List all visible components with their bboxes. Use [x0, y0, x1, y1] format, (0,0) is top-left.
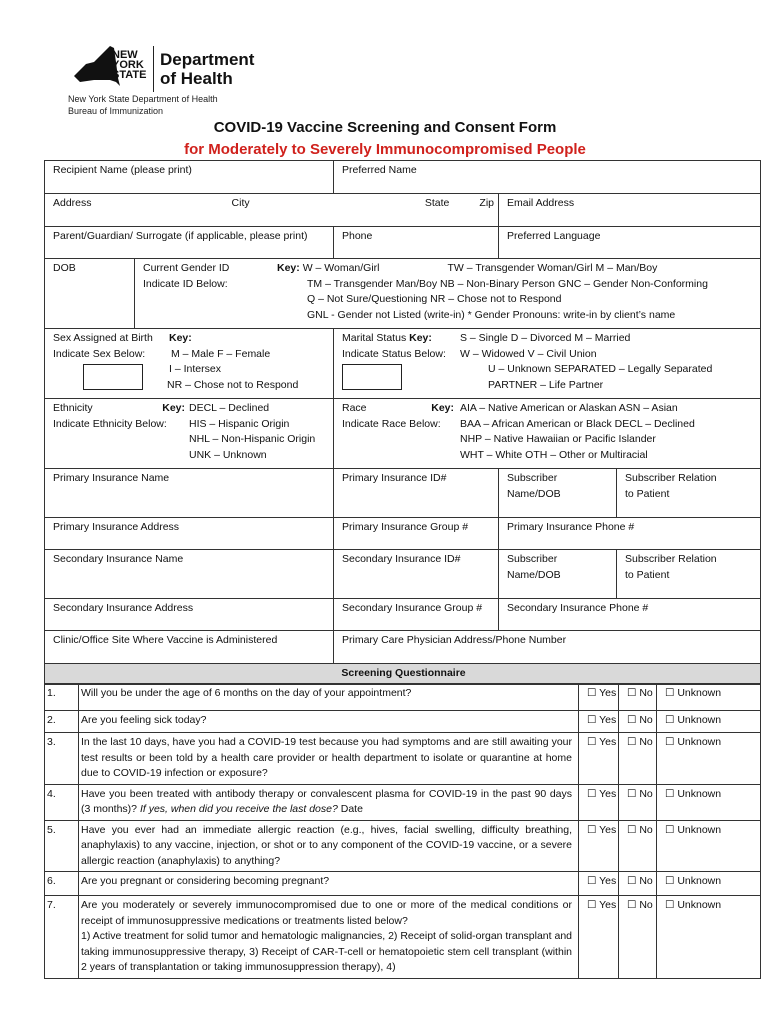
question-row-1 [45, 684, 761, 711]
unknown-checkbox[interactable]: ☐ Unknown [657, 820, 761, 872]
sex-label-1: Sex Assigned at Birth [53, 332, 153, 344]
city-label: City [231, 197, 250, 209]
row-secondary-insurance [45, 550, 761, 599]
marital-key-w: W – Widowed V – Civil Union [460, 347, 597, 360]
consent-form-table [44, 160, 761, 685]
unknown-checkbox[interactable]: ☐ Unknown [657, 684, 761, 711]
unknown-checkbox[interactable]: ☐ Unknown [657, 711, 761, 733]
guardian-label: Parent/Guardian/ Surrogate (if applicable, please print) [53, 230, 308, 242]
subscriber-label-2: Name/DOB [507, 568, 561, 581]
primary-insurance-name-label: Primary Insurance Name [53, 472, 170, 484]
guardian-field[interactable] [45, 227, 334, 259]
subscriber-label-2: Name/DOB [507, 487, 561, 500]
primary-subscriber-field[interactable] [499, 469, 617, 518]
question-text [79, 896, 579, 979]
primary-insurance-address-label: Primary Insurance Address [53, 521, 180, 533]
ethnicity-label-1: Ethnicity [53, 402, 93, 414]
row-screening-heading [45, 664, 761, 685]
marital-key-partner: PARTNER – Life Partner [488, 378, 604, 391]
logo-of-health: of Health [160, 69, 233, 88]
secondary-insurance-id-label: Secondary Insurance ID# [342, 553, 461, 565]
row-ethnicity-race [45, 399, 761, 469]
screening-table [44, 683, 761, 979]
question-text [79, 784, 579, 820]
form-title: COVID-19 Vaccine Screening and Consent Form [213, 119, 557, 136]
address-field[interactable] [45, 194, 499, 227]
gender-key-gnl: GNL - Gender not Listed (write-in) * Gender Pronouns: write-in by client’s name [307, 308, 676, 321]
sex-key-label: Key: [169, 332, 192, 344]
secondary-insurance-group-field[interactable] [334, 599, 499, 631]
language-label: Preferred Language [507, 230, 601, 242]
marital-label-1: Marital Status [342, 332, 407, 344]
race-key-nhp: NHP – Native Hawaiian or Pacific Islander [460, 433, 656, 445]
subscriber-label-1: Subscriber [507, 472, 558, 484]
primary-relation-field[interactable] [617, 469, 761, 518]
sex-entry-box[interactable] [83, 364, 143, 390]
race-key-wht: WHT – White OTH – Other or Multiracial [460, 448, 648, 461]
logo-line-2: YORK [112, 59, 144, 71]
question-row-3 [45, 733, 761, 785]
question-text: Will you be under the age of 6 months on the day of your appointment? [79, 684, 579, 711]
marital-entry-box[interactable] [342, 364, 402, 390]
zip-label: Zip [479, 197, 494, 209]
phone-field[interactable] [334, 227, 499, 259]
gender-label-2: Indicate ID Below: [143, 277, 228, 290]
email-field[interactable] [499, 194, 761, 227]
secondary-insurance-phone-field[interactable] [499, 599, 761, 631]
yes-checkbox[interactable]: ☐ Yes [579, 820, 619, 872]
marital-key-label: Key: [409, 332, 432, 344]
ethnicity-key-decl: DECL – Declined [189, 402, 270, 414]
dob-label: DOB [53, 262, 76, 274]
gender-key-tm: TM – Transgender Man/Boy NB – Non-Binary Person GNC – Gender Non-Conforming [307, 277, 708, 290]
relation-label-1: Subscriber Relation [625, 472, 717, 484]
question-4-followup: If yes, when did you receive the last dose? [139, 803, 338, 815]
agency-name: New York State Department of Health [68, 94, 218, 104]
question-row-7 [45, 896, 761, 979]
yes-checkbox[interactable]: ☐ Yes [579, 896, 619, 979]
no-checkbox[interactable]: ☐ No [619, 820, 657, 872]
row-primary-insurance-2 [45, 518, 761, 550]
no-checkbox[interactable]: ☐ No [619, 784, 657, 820]
question-text: Are you pregnant or considering becoming pregnant? [79, 872, 579, 896]
gender-key-q: Q – Not Sure/Questioning NR – Chose not to Respond [307, 293, 562, 305]
race-field[interactable] [334, 399, 761, 469]
marital-label-2: Indicate Status Below: [342, 347, 446, 360]
ethnicity-key-his: HIS – Hispanic Origin [189, 417, 290, 430]
question-number: 7. [45, 896, 79, 979]
primary-insurance-id-label: Primary Insurance ID# [342, 472, 447, 484]
form-subtitle: for Moderately to Severely Immunocompromised People [184, 141, 586, 158]
relation-label-2: to Patient [625, 568, 670, 581]
question-4-date: Date [340, 803, 363, 815]
primary-insurance-group-field[interactable] [334, 518, 499, 550]
yes-checkbox[interactable]: ☐ Yes [579, 684, 619, 711]
recipient-name-label: Recipient Name (please print) [53, 164, 192, 176]
primary-insurance-id-field[interactable] [334, 469, 499, 518]
primary-insurance-group-label: Primary Insurance Group # [342, 521, 469, 533]
recipient-name-field[interactable] [45, 161, 334, 194]
nys-doh-logo [64, 42, 264, 94]
yes-checkbox[interactable]: ☐ Yes [579, 711, 619, 733]
gender-key-w: W – Woman/Girl [302, 262, 380, 274]
question-text: In the last 10 days, have you had a COVID-19 test because you had symptoms and are still awaiting your test results or been told by a health care provider or health department to isolate or quarantine at home due to COVID-19 infection or exposure? [79, 733, 579, 785]
physician-field[interactable] [334, 631, 761, 664]
question-row-6 [45, 872, 761, 896]
primary-insurance-address-field[interactable] [45, 518, 334, 550]
row-guardian [45, 227, 761, 259]
question-number: 2. [45, 711, 79, 733]
ethnicity-field[interactable] [45, 399, 334, 469]
secondary-relation-field[interactable] [617, 550, 761, 599]
gender-key-label: Key: [277, 262, 300, 274]
secondary-subscriber-field[interactable] [499, 550, 617, 599]
secondary-insurance-address-label: Secondary Insurance Address [53, 602, 194, 614]
unknown-checkbox[interactable]: ☐ Unknown [657, 733, 761, 785]
question-7-conditions: 1) Active treatment for solid tumor and hematologic malignancies, 2) Receipt of solid-organ transplant and taking immunosuppressive therapy, 3) Receipt of CAR-T-cell or hematopoietic stem cell transplant (within 2 years of transplantation or taking immunosuppression therapy), 4) [81, 930, 572, 973]
question-row-4 [45, 784, 761, 820]
race-key-label: Key: [431, 402, 454, 414]
yes-checkbox[interactable]: ☐ Yes [579, 872, 619, 896]
secondary-insurance-group-label: Secondary Insurance Group # [342, 602, 483, 614]
question-text: Are you feeling sick today? [79, 711, 579, 733]
clinic-label: Clinic/Office Site Where Vaccine is Administered [53, 634, 278, 646]
race-key-baa: BAA – African American or Black DECL – Declined [460, 417, 695, 430]
row-clinic [45, 631, 761, 664]
yes-checkbox[interactable]: ☐ Yes [579, 733, 619, 785]
question-row-5 [45, 820, 761, 872]
dob-field[interactable] [45, 259, 135, 329]
row-address [45, 194, 761, 227]
sex-key-i: I – Intersex [169, 363, 221, 375]
secondary-insurance-phone-label: Secondary Insurance Phone # [507, 602, 649, 614]
sex-key-nr: NR – Chose not to Respond [167, 378, 299, 391]
ethnicity-key-label: Key: [162, 402, 185, 414]
email-label: Email Address [507, 197, 575, 209]
question-text: Have you ever had an immediate allergic reaction (e.g., hives, facial swelling, difficulty breathing, anaphylaxis) to any vaccine, injection, or shot or to any component of the COVID-19 vaccine, or a severe allergic reaction (anaphylaxis) to anything? [79, 820, 579, 872]
marital-field[interactable] [334, 329, 761, 399]
no-checkbox[interactable]: ☐ No [619, 872, 657, 896]
ethnicity-label-2: Indicate Ethnicity Below: [53, 417, 167, 430]
question-number: 6. [45, 872, 79, 896]
row-recipient [45, 161, 761, 194]
question-number: 1. [45, 684, 79, 711]
unknown-checkbox[interactable]: ☐ Unknown [657, 784, 761, 820]
relation-label-1: Subscriber Relation [625, 553, 717, 565]
race-key-aia: AIA – Native American or Alaskan ASN – Asian [460, 402, 678, 414]
yes-checkbox[interactable]: ☐ Yes [579, 784, 619, 820]
row-dob-gender [45, 259, 761, 329]
unknown-checkbox[interactable]: ☐ Unknown [657, 896, 761, 979]
row-sex-marital [45, 329, 761, 399]
no-checkbox[interactable]: ☐ No [619, 711, 657, 733]
question-number: 5. [45, 820, 79, 872]
sex-label-2: Indicate Sex Below: [53, 347, 146, 360]
preferred-name-field[interactable] [334, 161, 761, 194]
gender-label-1: Current Gender ID [143, 262, 230, 274]
physician-label: Primary Care Physician Address/Phone Number [342, 634, 567, 646]
primary-insurance-name-field[interactable] [45, 469, 334, 518]
question-number: 4. [45, 784, 79, 820]
screening-heading: Screening Questionnaire [45, 664, 761, 685]
sex-field[interactable] [45, 329, 334, 399]
secondary-insurance-address-field[interactable] [45, 599, 334, 631]
marital-key-u: U – Unknown SEPARATED – Legally Separated [488, 363, 713, 375]
secondary-insurance-name-field[interactable] [45, 550, 334, 599]
logo-line-3: STATE [112, 69, 147, 81]
race-label-1: Race [342, 402, 367, 414]
no-checkbox[interactable]: ☐ No [619, 733, 657, 785]
gender-key-tw: TW – Transgender Woman/Girl M – Man/Boy [447, 262, 658, 274]
clinic-field[interactable] [45, 631, 334, 664]
subscriber-label-1: Subscriber [507, 553, 558, 565]
question-number: 3. [45, 733, 79, 785]
no-checkbox[interactable]: ☐ No [619, 896, 657, 979]
preferred-name-label: Preferred Name [342, 164, 417, 176]
bureau-name: Bureau of Immunization [68, 106, 164, 116]
row-primary-insurance [45, 469, 761, 518]
question-4-text: Have you been treated with antibody therapy or convalescent plasma for COVID-19 in the past 90 days (3 months)? [81, 787, 572, 815]
agency-block [68, 93, 218, 117]
sex-key-mf: M – Male F – Female [171, 347, 271, 360]
no-checkbox[interactable]: ☐ No [619, 684, 657, 711]
ethnicity-key-nhl: NHL – Non-Hispanic Origin [189, 433, 316, 445]
unknown-checkbox[interactable]: ☐ Unknown [657, 872, 761, 896]
logo-line-1: NEW [112, 49, 138, 61]
marital-key-s: S – Single D – Divorced M – Married [460, 332, 631, 344]
race-label-2: Indicate Race Below: [342, 417, 441, 430]
gender-field[interactable] [135, 259, 761, 329]
state-label: State [424, 197, 450, 209]
row-secondary-insurance-2 [45, 599, 761, 631]
primary-insurance-phone-label: Primary Insurance Phone # [507, 521, 635, 533]
secondary-insurance-name-label: Secondary Insurance Name [53, 553, 184, 565]
ethnicity-key-unk: UNK – Unknown [189, 448, 267, 461]
question-7-text: Are you moderately or severely immunocompromised due to one or more of the medical conditions or receipt of immunosuppressive medications or treatments listed below? [81, 899, 572, 927]
address-label: Address [53, 197, 92, 209]
logo-divider [153, 46, 154, 92]
question-row-2 [45, 711, 761, 733]
language-field[interactable] [499, 227, 761, 259]
secondary-insurance-id-field[interactable] [334, 550, 499, 599]
logo-department: Department [160, 50, 255, 69]
relation-label-2: to Patient [625, 487, 670, 500]
phone-label: Phone [342, 230, 373, 242]
primary-insurance-phone-field[interactable] [499, 518, 761, 550]
